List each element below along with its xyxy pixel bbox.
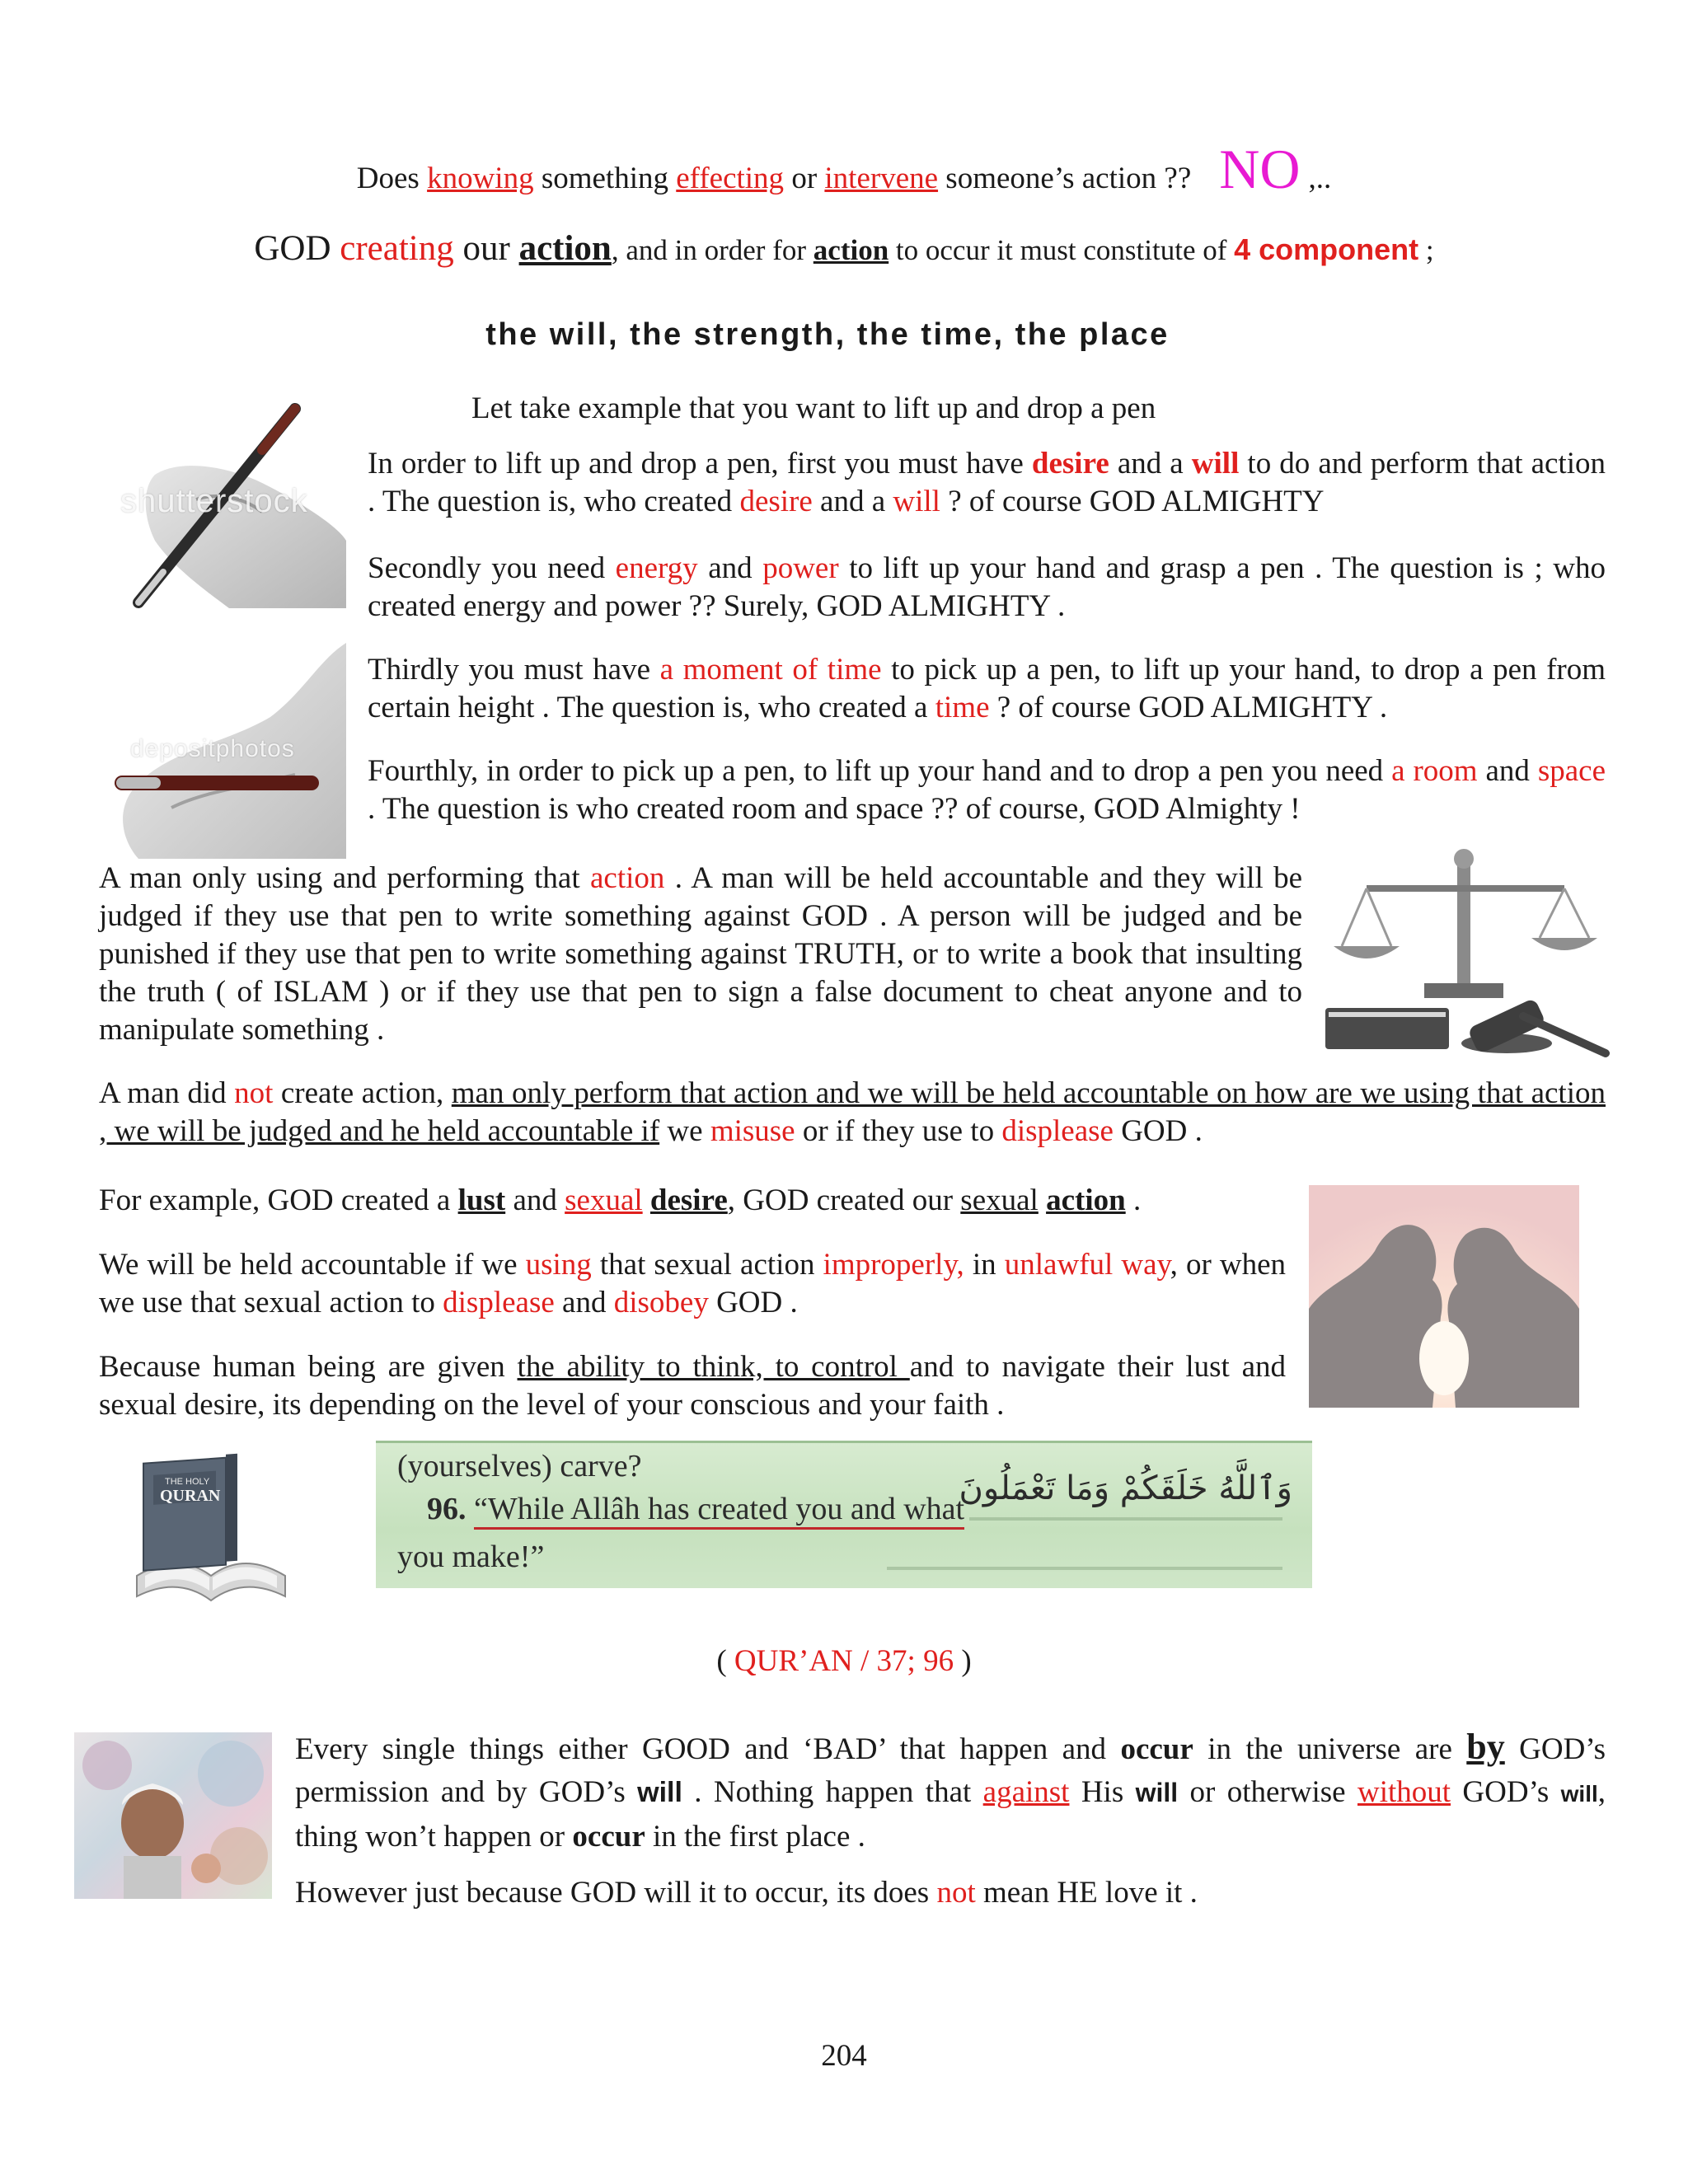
- paragraph-accountability: A man only using and performing that action . A man will be held accountable and they will be judged if they use that pen to write something against GOD . A person will be judged and be punished if they use that pen to write something against TRUTH, or to write a book that insulting the truth ( of ISLAM ) or if they use that pen to sign a false document to cheat anyone and to manipulate something .: [99, 861, 1302, 1047]
- example-intro: Let take example that you want to lift up and drop a pen: [471, 391, 1156, 425]
- paragraph-time: Thirdly you must have a moment of time to pick up a pen, to lift up your hand, to drop a pen from certain height . The question is, who created a time ? of course GOD ALMIGHTY .: [368, 653, 1606, 724]
- arabic-verse: وَٱللَّهُ خَلَقَكُمْ وَمَا تَعْمَلُونَ: [959, 1469, 1292, 1507]
- scales-gavel-illustration: [1317, 847, 1614, 1060]
- paragraph-gods-permission: Every single things either GOOD and ‘BAD’ that happen and occur in the universe are by GOD’s permission and by GOD’s will . Nothing happen that against His will or otherwise without GOD’s will, thing won’t happen or occur in the first place .: [295, 1727, 1606, 1854]
- verse-line-3: you make!”: [397, 1540, 545, 1574]
- no-answer: NO: [1219, 138, 1301, 200]
- watermark-depositphotos: depositphotos: [130, 735, 295, 762]
- scales-of-justice-image: [1317, 847, 1614, 1060]
- watermark-shutterstock: shutterstock: [120, 483, 308, 519]
- paragraph-strength: Secondly you need energy and power to lift up your hand and grasp a pen . The question is ; who created energy and power ?? Surely, GOD ALMIGHTY .: [368, 551, 1606, 623]
- paragraph-held-accountable: We will be held accountable if we using that sexual action improperly, in unlawful way, or when we use that sexual action to displease and disobey GOD .: [99, 1248, 1287, 1319]
- quran-book-illustration: [129, 1452, 288, 1609]
- page-number: 204: [821, 2039, 867, 2073]
- section-heading: the will, the strength, the time, the place: [485, 317, 1170, 352]
- child-collage-image: [74, 1732, 272, 1899]
- book-title-line2: QURAN: [160, 1487, 221, 1505]
- verse-line-2: 96. “While Allâh has created you and what: [427, 1491, 964, 1527]
- quran-citation: ( QUR’AN / 37; 96 ): [716, 1644, 972, 1678]
- paragraph-ability-to-think: Because human being are given the ability to think, to control and to navigate their lust and sexual desire, its depending on the level of your conscious and your faith .: [99, 1350, 1286, 1422]
- paragraph-man-did-not-create: A man did not create action, man only perform that action and we will be held accountable on how are we using that action , we will be judged and he held accountable if we misuse or if they use to displease GOD .: [99, 1076, 1606, 1148]
- paragraph-not-love: However just because GOD will it to occur, its does not mean HE love it .: [295, 1876, 1198, 1910]
- hand-holding-pen-image: [106, 643, 346, 859]
- child-illustration: [74, 1732, 272, 1899]
- faded-background-text: [969, 1517, 1282, 1521]
- paragraph-place: Fourthly, in order to pick up a pen, to lift up your hand and to drop a pen you need a room and space . The question is who created room and space ?? of course, GOD Almighty !: [368, 754, 1606, 826]
- holy-quran-book-image: [129, 1452, 288, 1609]
- couple-illustration: [1309, 1185, 1579, 1408]
- paragraph-will: In order to lift up and drop a pen, first you must have desire and a will to do and perform that action . The question is, who created desire and a will ? of course GOD ALMIGHTY: [368, 447, 1606, 518]
- intro-statement: GOD creating our action, and in order for action to occur it must constitute of 4 component ;: [254, 229, 1434, 268]
- couple-silhouette-image: [1309, 1185, 1579, 1408]
- verse-line-1: (yourselves) carve?: [397, 1449, 642, 1483]
- quran-verse-scan-image: [376, 1441, 1312, 1588]
- hand-writing-pen-image: [106, 401, 346, 608]
- book-title-line1: THE HOLY: [165, 1477, 210, 1487]
- paragraph-lust-example: For example, GOD created a lust and sexual desire, GOD created our sexual action .: [99, 1183, 1142, 1217]
- intro-question: Does knowing something effecting or intervene someone’s action ?? NO ,..: [356, 138, 1332, 200]
- faded-background-text-2: [887, 1567, 1282, 1570]
